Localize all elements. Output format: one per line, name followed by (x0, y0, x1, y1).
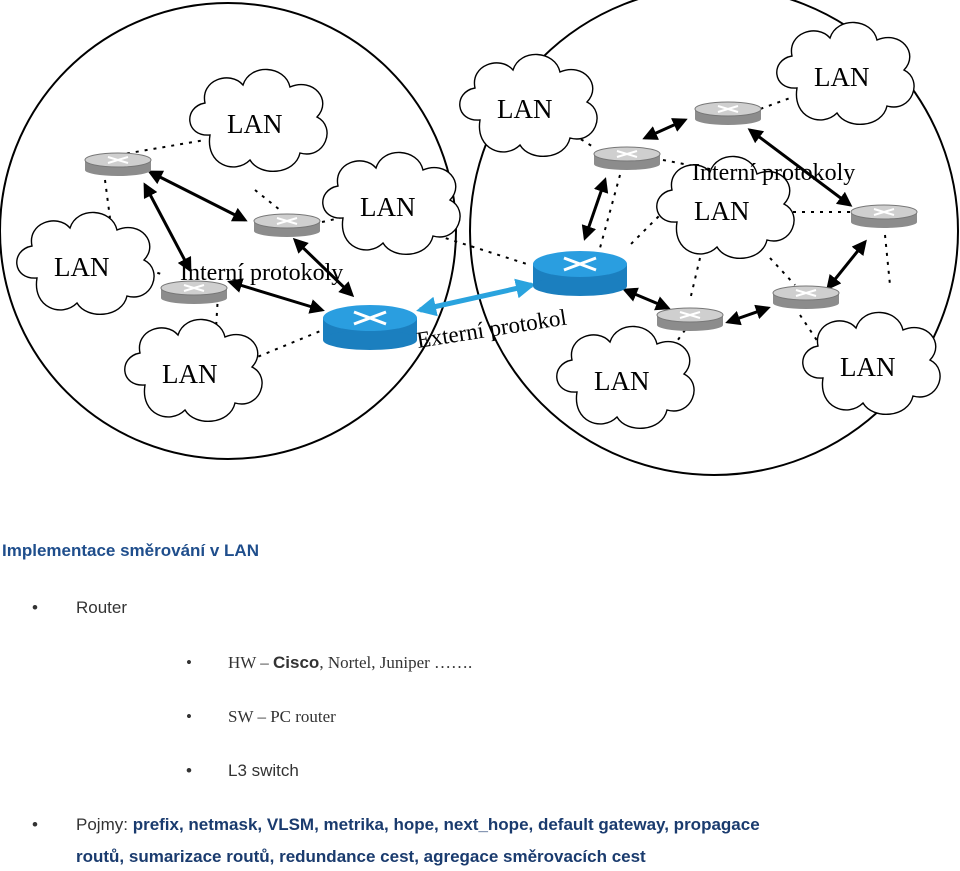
lan-cloud-right-bottom-left (557, 326, 694, 428)
bullet-l3-text: L3 switch (228, 761, 299, 780)
bullet-router-text: Router (76, 598, 128, 617)
pojmy-label: Pojmy: (76, 815, 133, 834)
lan-cloud-left-west (17, 212, 154, 314)
internal-protocols-label-right: Interní protokoly (692, 160, 856, 186)
internal-protocols-label-left: Interní protokoly (180, 260, 344, 286)
bullet-dot: • (186, 761, 192, 780)
svg-text:LAN: LAN (694, 196, 750, 226)
lan-cloud-left-right (323, 152, 460, 254)
lan-cloud-right-top-left (460, 54, 597, 156)
lan-cloud-left-top (190, 69, 327, 171)
bullet-dot: • (186, 707, 192, 726)
router-icon (773, 286, 839, 309)
hw-prefix: HW – (228, 653, 274, 672)
pojmy-terms-2: routů, sumarizace routů, redundance cest, agregace směrovacích cest (76, 847, 646, 866)
svg-text:LAN: LAN (162, 359, 218, 389)
router-icon (254, 214, 320, 237)
pojmy-terms-1: prefix, netmask, VLSM, metrika, hope, next_hope, default gateway, propagace (132, 815, 760, 834)
hw-vendors: , Nortel, Juniper ……. (319, 653, 473, 672)
svg-text:LAN: LAN (840, 352, 896, 382)
svg-text:LAN: LAN (227, 109, 283, 139)
pojmy-line-1 (76, 815, 760, 835)
lan-cloud-right-top-right (777, 22, 914, 124)
router-icon (695, 102, 761, 125)
router-icon (594, 147, 660, 170)
pojmy-line-2 (76, 847, 646, 867)
border-router-icon (323, 305, 417, 350)
lan-cloud-left-bottom (125, 319, 262, 421)
bullet-dot: • (186, 653, 192, 672)
bullet-dot: • (32, 598, 38, 617)
bullet-sw-text: SW – PC router (228, 707, 336, 726)
svg-text:LAN: LAN (497, 94, 553, 124)
hw-cisco: Cisco (273, 653, 320, 672)
svg-text:LAN: LAN (54, 252, 110, 282)
svg-text:LAN: LAN (360, 192, 416, 222)
border-router-icon (533, 251, 627, 296)
lan-cloud-right-bottom-right (803, 312, 940, 414)
router-icon (657, 308, 723, 331)
svg-text:LAN: LAN (814, 62, 870, 92)
bullet-dot: • (32, 815, 38, 834)
router-icon (851, 205, 917, 228)
router-icon (85, 153, 151, 176)
bullet-hw-text (228, 653, 472, 673)
external-protocol-label: Externí protokol (414, 304, 569, 353)
svg-text:LAN: LAN (594, 366, 650, 396)
page-heading: Implementace směrování v LAN (2, 541, 259, 560)
